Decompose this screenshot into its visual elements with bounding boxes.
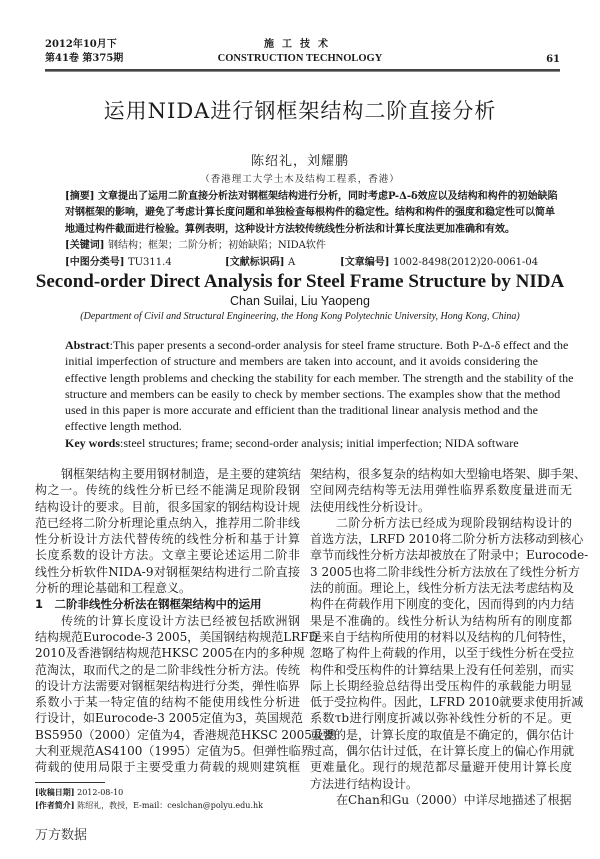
body-line: 法使用线性分析设计。 xyxy=(310,499,431,514)
abstract-line: 地通过构件截面进行检验。算例表明，这种设计方法较传统线性分析法和计算长度法更加准确和有效。 xyxy=(65,223,515,235)
authors: 陈绍礼，刘耀鹏 xyxy=(250,154,349,169)
body-line: 低于受拉构件。因此，LFRD 2010就要求使用折减 xyxy=(310,695,584,710)
abstract-line: structure and members can be easily to check by member sections. The examples show that the method xyxy=(65,386,561,401)
body-line: 线性分析软件NIDA-9对钢框架结构进行二阶直接 xyxy=(35,564,300,579)
body-right-column xyxy=(310,466,589,808)
journal-name xyxy=(200,38,400,66)
keywords: 钢结构；框架；二阶分析；初始缺陷；NIDA软件 xyxy=(107,240,326,252)
abstract-text: :This paper presents a second-order analysis for steel frame structure. Both P-Δ-δ effect and the xyxy=(109,338,569,352)
english-affiliation: (Department of Civil and Structural Engineering, the Hong Kong Polytechnic University, Hong Kong, China) xyxy=(80,311,520,322)
keywords-label: Key words xyxy=(65,435,120,450)
body-line: 法的前面。理论上，线性分析方法无法考虑结构及 xyxy=(310,581,575,596)
body-line: 传统的计算长度设计方法已经被包括欧洲钢 xyxy=(61,613,300,628)
watermark: 万方数据 xyxy=(35,828,88,843)
body-line: 范淘汰，取而代之的是二阶非线性分析方法。传统 xyxy=(35,662,300,677)
body-line: 3 2005也将二阶非线性分析方法放在了线性分析方 xyxy=(310,564,580,579)
abstract-line xyxy=(65,337,569,353)
body-line: 是来自于结构所使用的材料以及结构的几何特性， xyxy=(310,629,575,644)
keywords-line xyxy=(65,238,535,254)
body-line: 架结构，很多复杂的结构如大型输电塔架、脚手架、 xyxy=(310,467,587,481)
body-line: 结构规范Eurocode-3 2005，美国钢结构规范LRFD xyxy=(35,629,319,644)
english-authors: Chan Suilai, Liu Yaopeng xyxy=(230,294,370,308)
author-bio-value: 陈绍礼，教授，E-mail：ceslchan@polyu.edu.hk xyxy=(77,801,263,810)
body-line: 分析的理论基础和工程意义。 xyxy=(35,581,192,596)
chinese-abstract xyxy=(65,189,558,271)
body-line: 首选方法，LRFD 2010将二阶分析方法移动到核心 xyxy=(310,532,584,547)
paper-title: 运用NIDA进行钢框架结构二阶直接分析 xyxy=(103,99,497,123)
abstract-line: 对钢框架的影响，避免了考虑计算长度问题和单独检查每根构件的稳定性。结构和构件的强度和稳定性可以简单 xyxy=(65,207,555,219)
body-line: 在Chan和Gu（2000）中详尽地描述了根据 xyxy=(336,792,572,807)
abstract-line: initial imperfection of structure and members are taken into account, and it avoids considering the xyxy=(65,354,538,369)
abstract-text: 文章提出了运用二阶直接分析法对钢框架结构进行分析，同时考虑P-Δ-δ效应以及结构和构件的初始缺陷 xyxy=(97,191,558,202)
abstract-line: used in this paper is more accurate and efficient than the traditional linear analysis method and the xyxy=(65,403,538,418)
body-line: 长度系数的设计方法。文章主要论述运用二阶非 xyxy=(35,548,300,563)
body-line: 2010及香港钢结构规范HKSC 2005在内的多种规 xyxy=(35,646,305,661)
abstract-label: [摘要] xyxy=(65,191,95,202)
body-line: 构件在荷载作用下刚度的变化，因而得到的内力结 xyxy=(310,597,575,612)
body-line: 系数τb进行刚度折减以弥补线性分析的不足。更 xyxy=(310,711,572,726)
body-line: BS5950（2000）定值为4，香港规范HKSC 2005及澳 xyxy=(35,727,336,742)
body-line: 忽略了构件上荷载的作用，以至于线性分析在受拉 xyxy=(310,646,575,661)
body-line: 方法进行结构设计。 xyxy=(310,776,419,791)
body-line: 系数小于某一特定值的结构不能使用线性分析进 xyxy=(35,695,300,710)
journal-name-en: CONSTRUCTION TECHNOLOGY xyxy=(217,53,383,64)
body-line: 际上长期经验总结得出受压构件的承载能力明显 xyxy=(310,678,572,693)
body-line: 荷载的使用局限于主要受重力荷载的规则建筑框 xyxy=(35,760,300,775)
abstract-line: effective length method. xyxy=(65,419,182,434)
page-number: 61 xyxy=(546,54,560,65)
received-label: [收稿日期] xyxy=(35,787,75,797)
class-label: [中图分类号] xyxy=(65,256,125,268)
body-line: 大利亚规范AS4100（1995）定值为5。但弹性临界 xyxy=(35,744,313,759)
author-bio-label: [作者简介] xyxy=(35,800,75,810)
body-line: 构件和受压构件的计算结果上没有任何差别，而实 xyxy=(310,662,575,677)
issue-date: 2012年10月下 xyxy=(45,39,117,50)
english-abstract xyxy=(65,337,574,451)
abstract-line xyxy=(65,189,558,205)
abstract-label: Abstract xyxy=(65,338,110,352)
received-value: 2012-08-10 xyxy=(77,788,124,797)
keywords: :steel structures; frame; second-order analysis; initial imperfection; NIDA software xyxy=(120,435,519,450)
body-line: 钢框架结构主要用钢材制造，是主要的建筑结 xyxy=(61,467,302,481)
received-date xyxy=(35,786,263,799)
body-line: 行设计，如Eurocode-3 2005定值为3，英国规范 xyxy=(35,711,303,726)
section-heading: 1 二阶非线性分析法在钢框架结构中的运用 xyxy=(35,597,262,612)
body-line: 空间网壳结构等无法用弹性临界系数度量进而无 xyxy=(310,483,572,498)
body-line: 范已经将二阶分析理论重点纳入，推荐用二阶非线 xyxy=(35,515,300,530)
body-line: 二阶分析方法已经成为现阶段钢结构设计的 xyxy=(336,515,572,530)
journal-name-cn: 施工技术 xyxy=(264,39,336,50)
issue-volume: 第41卷 第375期 xyxy=(45,53,124,64)
body-line: 的设计方法需要对钢框架结构进行分类，弹性临界 xyxy=(35,678,300,693)
english-title: Second-order Direct Analysis for Steel Frame Structure by NIDA xyxy=(35,271,565,292)
footnote-rule xyxy=(35,782,105,783)
author-bio xyxy=(35,799,263,812)
keywords-label: [关键词] xyxy=(65,240,105,252)
issue-info xyxy=(45,38,123,66)
body-line: 构之一。传统的线性分析已经不能满足现阶段钢 xyxy=(35,483,300,498)
affiliation: （香港理工大学土木及结构工程系，香港） xyxy=(200,174,400,185)
header-rule xyxy=(45,69,560,72)
body-line: 更难量化。现行的规范都尽量避开使用计算长度 xyxy=(310,760,572,775)
article-no-label: [文章编号] xyxy=(340,256,390,268)
abstract-line: effective length problems and checking the stability for each member. The strength and the stability of the xyxy=(65,370,574,385)
body-line: 性分析设计方法代替传统的线性分析和基于计算 xyxy=(35,532,300,547)
doc-code-value: A xyxy=(287,256,296,268)
article-no-value: 1002-8498(2012)20-0061-04 xyxy=(392,256,539,268)
keywords-line xyxy=(65,435,538,451)
body-line: 结构设计的要求。目前，很多国家的钢结构设计规 xyxy=(35,499,300,514)
classification-line xyxy=(65,255,539,271)
body-line: 章节而线性分析方法却被放在了附录中；Eurocode- xyxy=(310,548,589,563)
body-line: 过高，偶尔估计过低，在计算长度上的偏心作用就 xyxy=(310,744,575,759)
body-line: 果是不准确的。线性分析认为结构所有的刚度都 xyxy=(310,613,572,628)
body-left-column xyxy=(35,466,336,776)
doc-code-label: [文献标识码] xyxy=(225,256,285,268)
class-value: TU311.4 xyxy=(127,256,172,268)
body-line: 重要的是，计算长度的取值是不确定的，偶尔估计 xyxy=(310,727,575,742)
footnotes xyxy=(35,786,263,812)
